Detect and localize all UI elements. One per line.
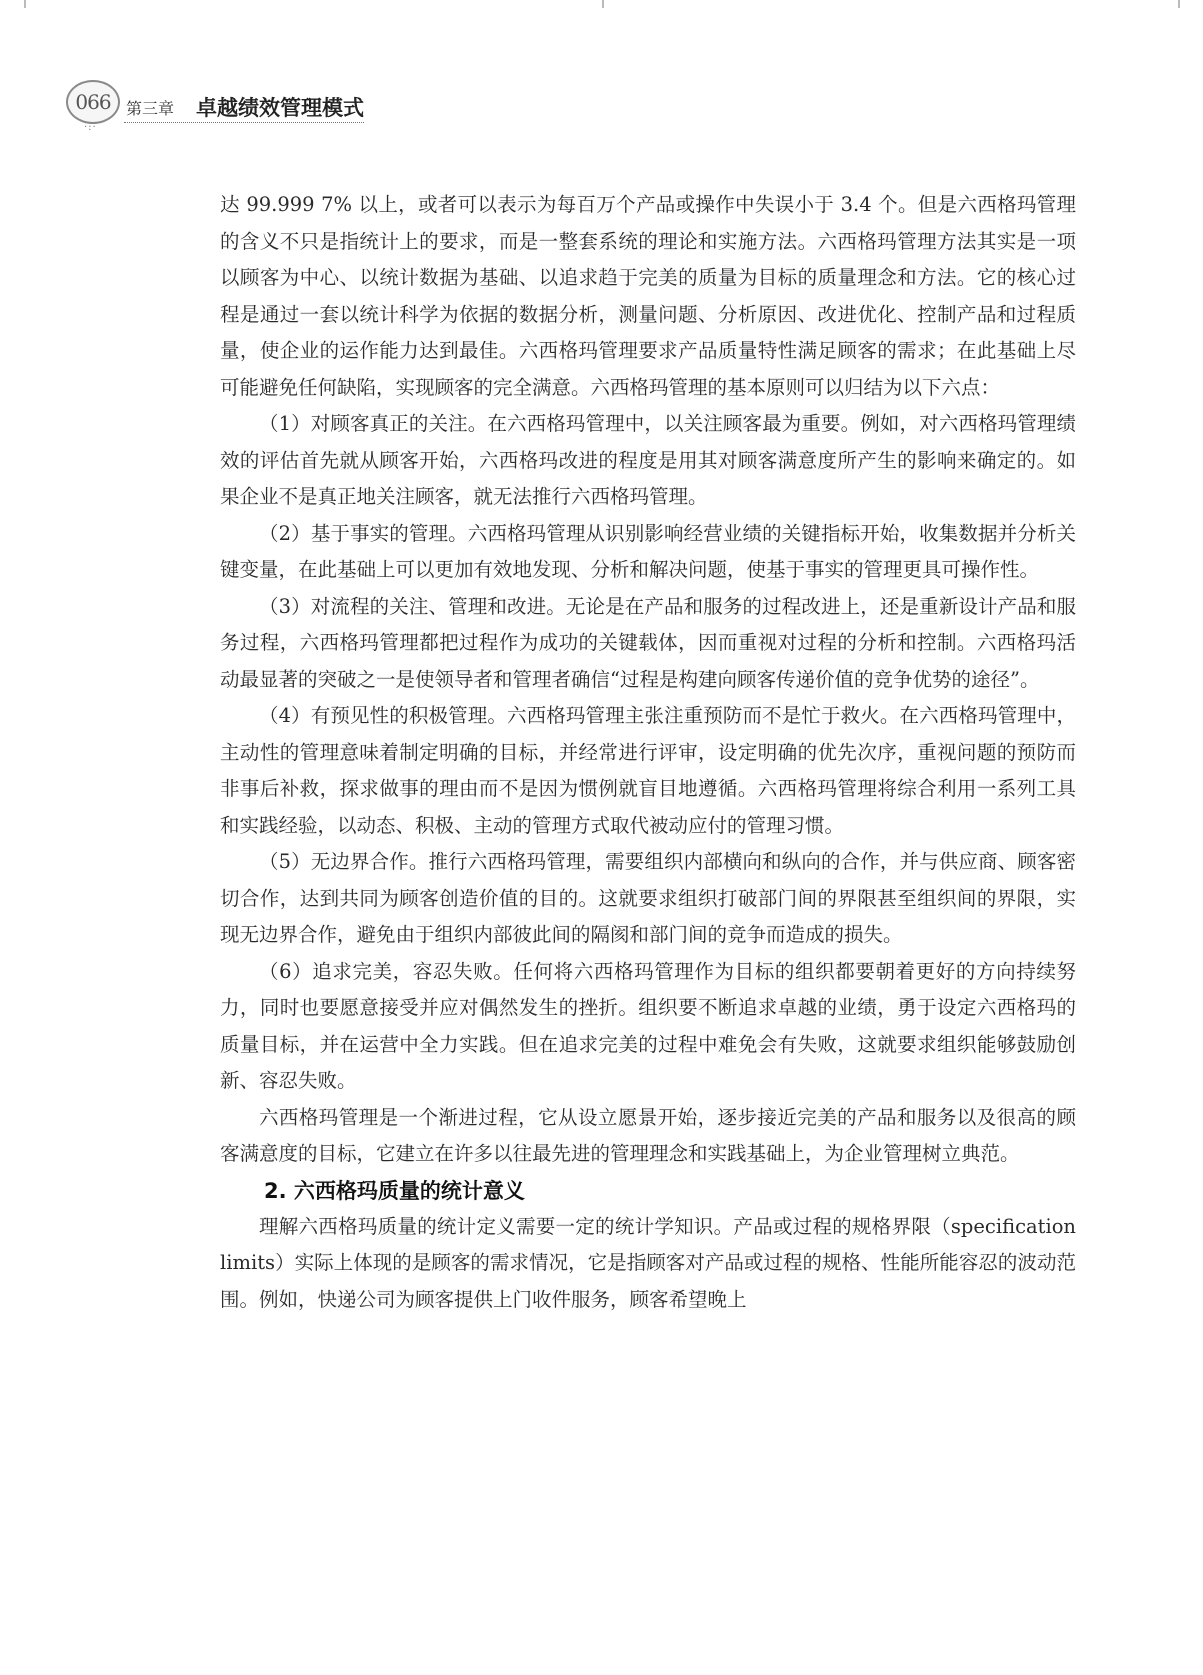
paragraph-intro-continued: 达 99.999 7% 以上，或者可以表示为每百万个产品或操作中失误小于 3.4 个。但是六西格玛管理的含义不只是指统计上的要求，而是一整套系统的理论和实施方法。六西格玛管理方法其实是一项以顾客为中心、以统计数据为基础、以追求趋于完美的质量为目标的质量理念和方法。它的核心过程是通过一套以统计科学为依据的数据分析，测量问题、分析原因、改进优化、控制产品和过程质量，使企业的运作能力达到最佳。六西格玛管理要求产品质量特性满足顾客的需求；在此基础上尽可能避免任何缺陷，实现顾客的完全满意。六西格玛管理的基本原则可以归结为以下六点： (220, 193, 1076, 399)
paragraph-principle-3: （3）对流程的关注、管理和改进。无论是在产品和服务的过程改进上，还是重新设计产品和服务过程，六西格玛管理都把过程作为成功的关键载体，因而重视对过程的分析和控制。六西格玛活动最显著的突破之一是使领导者和管理者确信“过程是构建向顾客传递价值的竞争优势的途径”。 (220, 594, 1076, 691)
body-text (220, 187, 1076, 1318)
page-number: 066 (66, 80, 120, 124)
paragraph-summary: 六西格玛管理是一个渐进过程，它从设立愿景开始，逐步接近完美的产品和服务以及很高的顾客满意度的目标，它建立在许多以往最先进的管理理念和实践基础上，为企业管理树立典范。 (220, 1105, 1076, 1165)
paragraph-principle-5: （5）无边界合作。推行六西格玛管理，需要组织内部横向和纵向的合作，并与供应商、顾客密切合作，达到共同为顾客创造价值的目的。这就要求组织打破部门间的界限甚至组织间的界限，实现无边界合作，避免由于组织内部彼此间的隔阂和部门间的竞争而造成的损失。 (220, 850, 1076, 946)
crop-mark-left (24, 0, 26, 8)
section-heading: 2. 六西格玛质量的统计意义 (264, 1178, 525, 1203)
paragraph-principle-1: （1）对顾客真正的关注。在六西格玛管理中，以关注顾客最为重要。例如，对六西格玛管理绩效的评估首先就从顾客开始，六西格玛改进的程度是用其对顾客满意度所产生的影响来确定的。如果企业不是真正地关注顾客，就无法推行六西格玛管理。 (220, 412, 1076, 508)
paragraph-principle-2: （2）基于事实的管理。六西格玛管理从识别影响经营业绩的关键指标开始，收集数据并分析关键变量，在此基础上可以更加有效地发现、分析和解决问题，使基于事实的管理更具可操作性。 (220, 521, 1076, 581)
page-number-ornament: ·:· (84, 122, 97, 133)
paragraph-principle-6: （6）追求完美，容忍失败。任何将六西格玛管理作为目标的组织都要朝着更好的方向持续努力，同时也要愿意接受并应对偶然发生的挫折。组织要不断追求卓越的业绩，勇于设定六西格玛的质量目标，并在运营中全力实践。但在追求完美的过程中难免会有失败，这就要求组织能够鼓励创新、容忍失败。 (220, 959, 1076, 1092)
crop-mark-center (602, 0, 604, 8)
running-header (66, 76, 366, 136)
chapter-title: 卓越绩效管理模式 (196, 96, 364, 120)
section-paragraph: 理解六西格玛质量的统计定义需要一定的统计学知识。产品或过程的规格界限（specification limits）实际上体现的是顾客的需求情况，它是指顾客对产品或过程的规格、性能所能容忍的波动范围。例如，快递公司为顾客提供上门收件服务，顾客希望晚上 (220, 1214, 1076, 1311)
chapter-label: 第三章 (126, 99, 175, 118)
header-rule (124, 122, 364, 123)
crop-mark-right (1178, 0, 1180, 8)
paragraph-principle-4: （4）有预见性的积极管理。六西格玛管理主张注重预防而不是忙于救火。在六西格玛管理中，主动性的管理意味着制定明确的目标，并经常进行评审，设定明确的优先次序，重视问题的预防而非事后补救，探求做事的理由而不是因为惯例就盲目地遵循。六西格玛管理将综合利用一系列工具和实践经验，以动态、积极、主动的管理方式取代被动应付的管理习惯。 (220, 704, 1076, 837)
